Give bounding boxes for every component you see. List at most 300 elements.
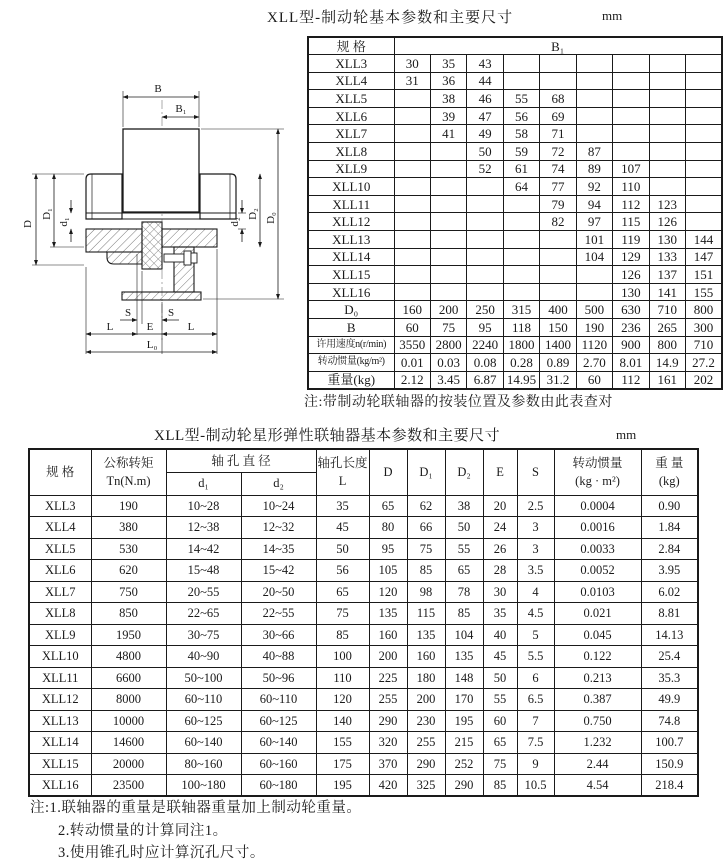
t2-spec-cell: XLL11 xyxy=(29,667,91,689)
t1-value-cell: 46 xyxy=(467,90,503,108)
t2-value-cell: 325 xyxy=(407,775,445,797)
t1-value-cell xyxy=(394,143,430,161)
t2-value-cell: 60~140 xyxy=(241,732,316,754)
table-row xyxy=(29,560,698,582)
t1-value-cell xyxy=(649,160,685,178)
left-hub-section xyxy=(86,229,142,252)
t1-value-cell: 14.95 xyxy=(503,371,539,389)
t1-value-cell xyxy=(649,72,685,90)
t2-value-cell: 30~66 xyxy=(241,624,316,646)
t2-value-cell: 3 xyxy=(517,538,554,560)
t2-value-cell: 12~32 xyxy=(241,517,316,539)
t2-value-cell: 10000 xyxy=(91,710,166,732)
t1-value-cell: 8.01 xyxy=(613,354,649,372)
t1-spec-header: 规 格 xyxy=(308,37,394,55)
t2-header-row-1 xyxy=(29,449,698,472)
table-row xyxy=(29,753,698,775)
dim-label-D2: D₂ xyxy=(247,208,259,220)
t1-value-cell xyxy=(686,90,723,108)
t2-value-cell: 22~55 xyxy=(241,603,316,625)
t1-value-cell xyxy=(686,72,723,90)
t2-h-spec: 规 格 xyxy=(29,449,91,495)
t1-row-label: XLL11 xyxy=(308,195,394,213)
table-row xyxy=(29,646,698,668)
t1-value-cell: 137 xyxy=(649,266,685,284)
t1-value-cell xyxy=(430,248,466,266)
t2-value-cell: 95 xyxy=(369,538,407,560)
t1-row-label: XLL10 xyxy=(308,178,394,196)
t1-value-cell xyxy=(540,283,576,301)
t2-value-cell: 26 xyxy=(483,538,517,560)
t2-value-cell: 49.9 xyxy=(641,689,698,711)
t1-value-cell xyxy=(394,125,430,143)
t2-h-inertia: 转动惯量 (kg · m²) xyxy=(554,449,641,495)
t2-value-cell: 8000 xyxy=(91,689,166,711)
table-row xyxy=(308,72,722,90)
t2-spec-cell: XLL13 xyxy=(29,710,91,732)
t2-spec-cell: XLL5 xyxy=(29,538,91,560)
t1-value-cell: 39 xyxy=(430,107,466,125)
t1-value-cell: 118 xyxy=(503,319,539,337)
dim-label-L-left: L xyxy=(106,321,114,333)
t2-value-cell: 9 xyxy=(517,753,554,775)
table-row xyxy=(308,266,722,284)
t1-value-cell xyxy=(503,213,539,231)
t1-value-cell: 900 xyxy=(613,336,649,354)
table-row xyxy=(308,354,722,372)
t1-row-label: B xyxy=(308,319,394,337)
t2-value-cell: 65 xyxy=(445,560,483,582)
t1-value-cell: 55 xyxy=(503,90,539,108)
t1-value-cell: 0.01 xyxy=(394,354,430,372)
t1-value-cell xyxy=(503,231,539,249)
t1-row-label: XLL8 xyxy=(308,143,394,161)
t1-value-cell xyxy=(613,72,649,90)
t1-value-cell: 107 xyxy=(613,160,649,178)
t1-value-cell: 69 xyxy=(540,107,576,125)
t2-value-cell: 2.44 xyxy=(554,753,641,775)
t1-value-cell: 161 xyxy=(649,371,685,389)
dim-label-D1: D₁ xyxy=(41,208,53,220)
t1-value-cell: 0.89 xyxy=(540,354,576,372)
t2-value-cell: 320 xyxy=(369,732,407,754)
t2-value-cell: 215 xyxy=(445,732,483,754)
t2-h-weight: 重 量 (kg) xyxy=(641,449,698,495)
t1-value-cell xyxy=(503,55,539,73)
table-row xyxy=(308,55,722,73)
t1-value-cell xyxy=(540,266,576,284)
t2-value-cell: 8.81 xyxy=(641,603,698,625)
t1-row-label: XLL9 xyxy=(308,160,394,178)
table-row xyxy=(308,160,722,178)
t2-value-cell: 65 xyxy=(483,732,517,754)
t1-value-cell: 58 xyxy=(503,125,539,143)
t2-h-bore-len: 轴孔长度 L xyxy=(316,449,369,495)
t2-value-cell: 10~28 xyxy=(166,495,241,517)
t1-value-cell: 27.2 xyxy=(686,354,723,372)
t2-value-cell: 85 xyxy=(483,775,517,797)
t1-value-cell xyxy=(649,107,685,125)
t1-value-cell xyxy=(467,283,503,301)
t2-value-cell: 0.387 xyxy=(554,689,641,711)
t2-value-cell: 104 xyxy=(445,624,483,646)
table-row xyxy=(308,143,722,161)
t1-header-row xyxy=(308,37,722,55)
t2-spec-cell: XLL3 xyxy=(29,495,91,517)
t2-value-cell: 175 xyxy=(316,753,369,775)
t1-value-cell: 30 xyxy=(394,55,430,73)
t1-value-cell: 49 xyxy=(467,125,503,143)
t2-value-cell: 380 xyxy=(91,517,166,539)
t2-value-cell: 3.5 xyxy=(517,560,554,582)
t2-spec-cell: XLL12 xyxy=(29,689,91,711)
t2-h-E: E xyxy=(483,449,517,495)
t2-value-cell: 98 xyxy=(407,581,445,603)
t2-value-cell: 0.122 xyxy=(554,646,641,668)
table-row xyxy=(308,301,722,319)
t1-value-cell xyxy=(467,266,503,284)
t2-value-cell: 850 xyxy=(91,603,166,625)
t2-value-cell: 160 xyxy=(407,646,445,668)
t2-value-cell: 60~110 xyxy=(166,689,241,711)
t2-value-cell: 38 xyxy=(445,495,483,517)
t2-value-cell: 10.5 xyxy=(517,775,554,797)
t2-spec-cell: XLL9 xyxy=(29,624,91,646)
t1-value-cell: 0.28 xyxy=(503,354,539,372)
t1-value-cell: 265 xyxy=(649,319,685,337)
t1-value-cell: 190 xyxy=(576,319,612,337)
t1-value-cell xyxy=(430,231,466,249)
t2-value-cell: 60 xyxy=(483,710,517,732)
dim-label-L-right: L xyxy=(187,321,195,333)
t1-value-cell: 72 xyxy=(540,143,576,161)
t2-value-cell: 2.5 xyxy=(517,495,554,517)
dim-label-S-left: S xyxy=(124,307,132,319)
t1-value-cell xyxy=(649,178,685,196)
t1-value-cell xyxy=(613,143,649,161)
t1-value-cell: 200 xyxy=(430,301,466,319)
t1-b1-header: B₁ xyxy=(394,37,722,55)
t1-value-cell: 1800 xyxy=(503,336,539,354)
t2-value-cell: 40 xyxy=(483,624,517,646)
t2-value-cell: 0.0016 xyxy=(554,517,641,539)
t2-value-cell: 55 xyxy=(445,538,483,560)
t1-value-cell: 6.87 xyxy=(467,371,503,389)
t2-value-cell: 135 xyxy=(445,646,483,668)
t2-value-cell: 55 xyxy=(483,689,517,711)
t1-value-cell xyxy=(576,107,612,125)
t2-value-cell: 750 xyxy=(91,581,166,603)
t2-value-cell: 0.213 xyxy=(554,667,641,689)
t1-value-cell: 1400 xyxy=(540,336,576,354)
t2-value-cell: 3.95 xyxy=(641,560,698,582)
t1-row-label: XLL13 xyxy=(308,231,394,249)
t2-value-cell: 620 xyxy=(91,560,166,582)
t2-value-cell: 7.5 xyxy=(517,732,554,754)
t1-value-cell xyxy=(576,125,612,143)
t2-value-cell: 15~42 xyxy=(241,560,316,582)
table-row xyxy=(308,107,722,125)
t2-value-cell: 40~90 xyxy=(166,646,241,668)
table-row xyxy=(308,248,722,266)
dim-label-B1: B₁ xyxy=(175,103,187,115)
t2-h-S: S xyxy=(517,449,554,495)
t1-value-cell xyxy=(394,160,430,178)
t1-value-cell xyxy=(394,231,430,249)
t2-value-cell: 1.84 xyxy=(641,517,698,539)
t2-value-cell: 14~35 xyxy=(241,538,316,560)
t2-spec-cell: XLL10 xyxy=(29,646,91,668)
brake-wheel-table xyxy=(307,36,723,390)
footer-note-3: 3.使用锥孔时应计算沉孔尺寸。 xyxy=(58,845,265,861)
t2-value-cell: 6 xyxy=(517,667,554,689)
t1-value-cell: 130 xyxy=(613,283,649,301)
brake-wheel-rim xyxy=(123,129,199,212)
t2-value-cell: 5 xyxy=(517,624,554,646)
table1-note: 注:带制动轮联轴器的按装位置及参数由此表查对 xyxy=(304,395,613,410)
t1-value-cell xyxy=(503,283,539,301)
t2-value-cell: 115 xyxy=(407,603,445,625)
unit-label-table2: mm xyxy=(616,427,637,442)
t2-h-d2: d₂ xyxy=(241,472,316,495)
t2-value-cell: 20~50 xyxy=(241,581,316,603)
t2-value-cell: 65 xyxy=(316,581,369,603)
elastic-spider xyxy=(142,222,162,269)
t1-value-cell xyxy=(613,125,649,143)
t1-value-cell: 68 xyxy=(540,90,576,108)
wheel-bottom-rim xyxy=(122,292,201,300)
t2-value-cell: 0.90 xyxy=(641,495,698,517)
t1-value-cell: 74 xyxy=(540,160,576,178)
t1-value-cell: 112 xyxy=(613,195,649,213)
t2-value-cell: 190 xyxy=(91,495,166,517)
star-coupling-table xyxy=(28,448,699,797)
t2-value-cell: 6.5 xyxy=(517,689,554,711)
t1-value-cell: 133 xyxy=(649,248,685,266)
dim-label-B: B xyxy=(154,83,162,95)
t2-value-cell: 78 xyxy=(445,581,483,603)
t1-value-cell: 300 xyxy=(686,319,723,337)
t2-value-cell: 0.021 xyxy=(554,603,641,625)
t2-value-cell: 0.0103 xyxy=(554,581,641,603)
t1-value-cell xyxy=(467,178,503,196)
dim-label-D0: D₀ xyxy=(265,212,277,224)
t1-value-cell: 64 xyxy=(503,178,539,196)
t2-value-cell: 60~125 xyxy=(166,710,241,732)
table-row xyxy=(29,517,698,539)
footer-note-2: 2.转动惯量的计算同注1。 xyxy=(58,822,228,839)
t1-value-cell: 50 xyxy=(467,143,503,161)
t2-value-cell: 12~38 xyxy=(166,517,241,539)
t1-value-cell: 44 xyxy=(467,72,503,90)
t1-value-cell: 800 xyxy=(686,301,723,319)
table-row xyxy=(29,624,698,646)
t2-value-cell: 85 xyxy=(445,603,483,625)
t2-value-cell: 14.13 xyxy=(641,624,698,646)
t1-value-cell xyxy=(394,283,430,301)
t1-value-cell: 87 xyxy=(576,143,612,161)
t1-value-cell: 800 xyxy=(649,336,685,354)
t1-value-cell xyxy=(467,231,503,249)
t2-value-cell: 60~140 xyxy=(166,732,241,754)
t2-spec-cell: XLL4 xyxy=(29,517,91,539)
t1-value-cell xyxy=(467,213,503,231)
t2-value-cell: 66 xyxy=(407,517,445,539)
table-row xyxy=(308,371,722,389)
t1-row-label: XLL6 xyxy=(308,107,394,125)
t1-value-cell: 150 xyxy=(540,319,576,337)
t1-value-cell xyxy=(467,248,503,266)
t1-value-cell: 79 xyxy=(540,195,576,213)
t2-value-cell: 180 xyxy=(407,667,445,689)
dim-label-D: D xyxy=(22,220,34,228)
t1-value-cell: 43 xyxy=(467,55,503,73)
t1-value-cell xyxy=(430,213,466,231)
table-row xyxy=(29,581,698,603)
t1-row-label: XLL3 xyxy=(308,55,394,73)
t1-value-cell: 3550 xyxy=(394,336,430,354)
t1-value-cell xyxy=(649,90,685,108)
t1-value-cell xyxy=(394,195,430,213)
t2-value-cell: 148 xyxy=(445,667,483,689)
t2-value-cell: 1950 xyxy=(91,624,166,646)
t2-value-cell: 4800 xyxy=(91,646,166,668)
t1-value-cell: 250 xyxy=(467,301,503,319)
t2-spec-cell: XLL7 xyxy=(29,581,91,603)
t2-value-cell: 35 xyxy=(483,603,517,625)
t2-value-cell: 120 xyxy=(369,581,407,603)
t1-value-cell: 31 xyxy=(394,72,430,90)
t2-value-cell: 10~24 xyxy=(241,495,316,517)
t1-value-cell: 0.03 xyxy=(430,354,466,372)
t2-value-cell: 0.0052 xyxy=(554,560,641,582)
t2-value-cell: 120 xyxy=(316,689,369,711)
t1-value-cell: 202 xyxy=(686,371,723,389)
t2-value-cell: 200 xyxy=(369,646,407,668)
page-title-brake-wheel: XLL型-制动轮基本参数和主要尺寸 xyxy=(267,10,514,26)
t2-value-cell: 230 xyxy=(407,710,445,732)
table-row xyxy=(308,283,722,301)
t1-value-cell xyxy=(540,248,576,266)
t2-value-cell: 65 xyxy=(369,495,407,517)
t1-row-label: 转动惯量(kg/m²) xyxy=(308,354,394,372)
t2-value-cell: 2.84 xyxy=(641,538,698,560)
t1-value-cell: 160 xyxy=(394,301,430,319)
t2-value-cell: 60~160 xyxy=(241,753,316,775)
t1-row-label: D₀ xyxy=(308,301,394,319)
t1-value-cell: 92 xyxy=(576,178,612,196)
t2-value-cell: 74.8 xyxy=(641,710,698,732)
table-row xyxy=(29,538,698,560)
t1-value-cell xyxy=(394,266,430,284)
t2-value-cell: 195 xyxy=(316,775,369,797)
t1-value-cell: 101 xyxy=(576,231,612,249)
table-row xyxy=(29,603,698,625)
t1-row-label: XLL16 xyxy=(308,283,394,301)
t1-value-cell xyxy=(503,195,539,213)
t2-value-cell: 255 xyxy=(369,689,407,711)
t1-value-cell xyxy=(430,266,466,284)
t2-h-D1: D₁ xyxy=(407,449,445,495)
t2-value-cell: 4 xyxy=(517,581,554,603)
t2-value-cell: 160 xyxy=(369,624,407,646)
t1-value-cell xyxy=(613,90,649,108)
t1-value-cell: 2.70 xyxy=(576,354,612,372)
t2-value-cell: 30 xyxy=(483,581,517,603)
t2-value-cell: 218.4 xyxy=(641,775,698,797)
t1-value-cell: 60 xyxy=(394,319,430,337)
t2-value-cell: 22~65 xyxy=(166,603,241,625)
t1-value-cell xyxy=(649,125,685,143)
t1-value-cell: 2240 xyxy=(467,336,503,354)
t1-value-cell: 315 xyxy=(503,301,539,319)
t2-value-cell: 20 xyxy=(483,495,517,517)
t1-value-cell: 147 xyxy=(686,248,723,266)
table-row xyxy=(308,336,722,354)
t1-value-cell xyxy=(576,55,612,73)
t1-value-cell xyxy=(576,266,612,284)
t2-value-cell: 150.9 xyxy=(641,753,698,775)
t2-value-cell: 14600 xyxy=(91,732,166,754)
t1-value-cell xyxy=(394,90,430,108)
t2-value-cell: 0.0004 xyxy=(554,495,641,517)
dim-label-d2: d₂ xyxy=(229,217,241,227)
t2-value-cell: 85 xyxy=(407,560,445,582)
t1-value-cell xyxy=(576,90,612,108)
table-row xyxy=(308,90,722,108)
t1-value-cell: 35 xyxy=(430,55,466,73)
t2-value-cell: 45 xyxy=(316,517,369,539)
t1-value-cell: 95 xyxy=(467,319,503,337)
t2-spec-cell: XLL16 xyxy=(29,775,91,797)
t1-value-cell xyxy=(613,107,649,125)
t1-value-cell: 31.2 xyxy=(540,371,576,389)
t2-value-cell: 60~125 xyxy=(241,710,316,732)
t2-h-d1: d₁ xyxy=(166,472,241,495)
t2-spec-cell: XLL15 xyxy=(29,753,91,775)
t1-value-cell: 130 xyxy=(649,231,685,249)
t1-value-cell: 2800 xyxy=(430,336,466,354)
dim-label-S-right: S xyxy=(167,307,175,319)
table-row xyxy=(29,495,698,517)
t1-row-label: XLL5 xyxy=(308,90,394,108)
t1-value-cell xyxy=(540,231,576,249)
t1-value-cell xyxy=(394,107,430,125)
t2-value-cell: 6600 xyxy=(91,667,166,689)
t1-value-cell: 630 xyxy=(613,301,649,319)
t1-value-cell xyxy=(613,55,649,73)
table-row xyxy=(308,319,722,337)
t1-value-cell: 59 xyxy=(503,143,539,161)
t1-value-cell: 115 xyxy=(613,213,649,231)
t1-value-cell: 47 xyxy=(467,107,503,125)
right-hub xyxy=(200,174,236,219)
t1-value-cell: 41 xyxy=(430,125,466,143)
t2-value-cell: 100.7 xyxy=(641,732,698,754)
t1-value-cell xyxy=(394,213,430,231)
t1-value-cell xyxy=(649,143,685,161)
t1-value-cell: 14.9 xyxy=(649,354,685,372)
t1-value-cell xyxy=(686,143,723,161)
t1-value-cell: 60 xyxy=(576,371,612,389)
t2-value-cell: 290 xyxy=(445,775,483,797)
t2-value-cell: 0.0033 xyxy=(554,538,641,560)
t2-value-cell: 420 xyxy=(369,775,407,797)
t2-value-cell: 45 xyxy=(483,646,517,668)
t2-value-cell: 3 xyxy=(517,517,554,539)
page-title-star-coupling: XLL型-制动轮星形弹性联轴器基本参数和主要尺寸 xyxy=(154,428,501,444)
t1-value-cell: 126 xyxy=(649,213,685,231)
